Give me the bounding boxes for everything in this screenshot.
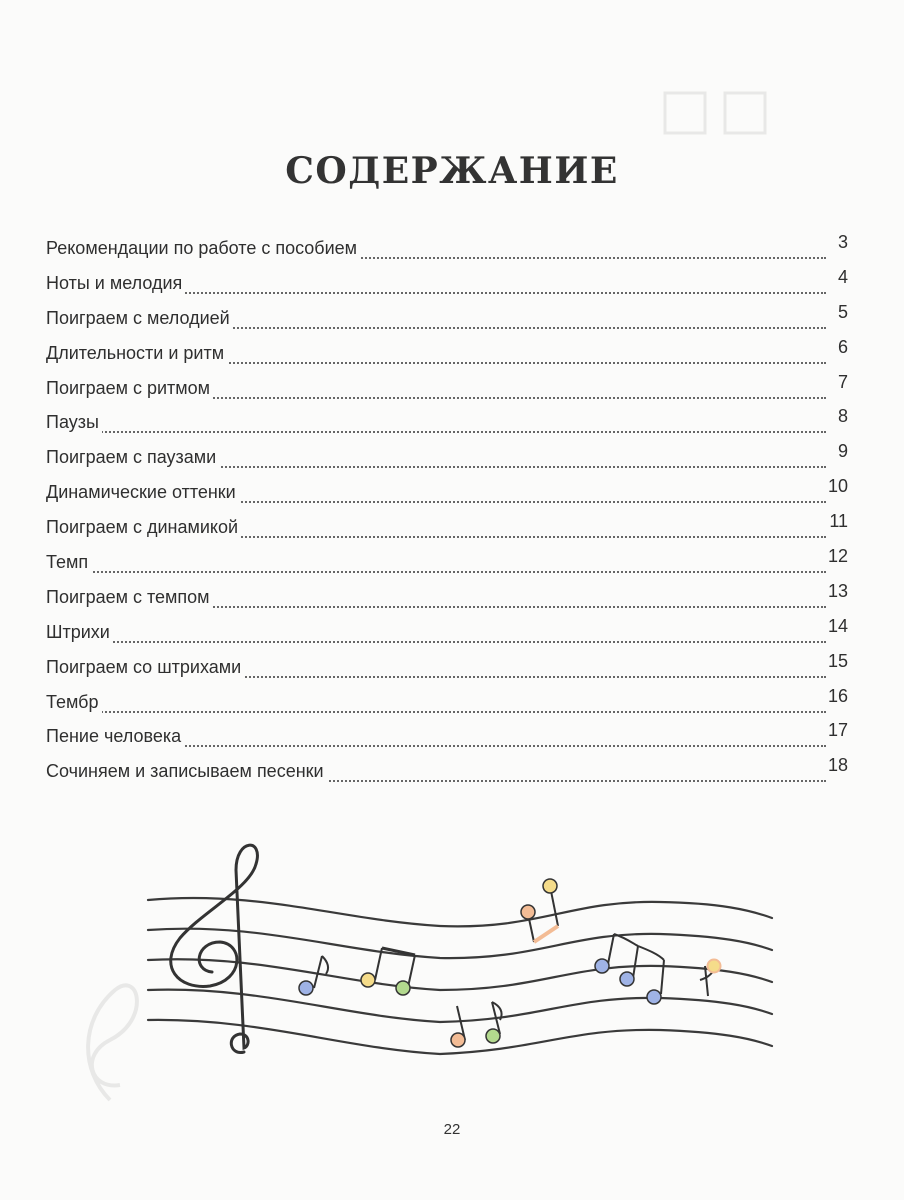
toc-row-label: Длительности и ритм: [46, 343, 227, 364]
page-number: 22: [443, 1121, 461, 1138]
toc-row-page: 5: [837, 301, 848, 322]
toc-row-page: 8: [837, 406, 848, 427]
toc-row[interactable]: [46, 228, 852, 263]
toc-row-label: Тембр: [46, 692, 102, 713]
toc-row[interactable]: [46, 507, 852, 542]
toc-row-page: 10: [827, 476, 848, 497]
toc-row[interactable]: [46, 751, 852, 786]
toc-row-page: 17: [827, 720, 848, 741]
toc-row-page: 13: [827, 580, 848, 601]
toc-row-page: 16: [827, 685, 848, 706]
page-title: СОДЕРЖАНИЕ: [285, 150, 619, 192]
toc-row-label: Рекомендации по работе с пособием: [46, 238, 360, 259]
toc-row-label: Поиграем с динамикой: [46, 517, 241, 538]
table-of-contents: [46, 228, 852, 786]
toc-row-page: 7: [837, 371, 848, 392]
toc-row[interactable]: [46, 682, 852, 717]
toc-row-label: Поиграем с мелодией: [46, 308, 233, 329]
toc-row-page: 14: [827, 615, 848, 636]
dot-leader: [46, 711, 826, 713]
toc-row[interactable]: [46, 298, 852, 333]
beamed-notes-icon: [595, 934, 664, 1004]
toc-row-page: 11: [829, 511, 848, 532]
toc-row-page: 15: [827, 650, 848, 671]
toc-row[interactable]: [46, 577, 852, 612]
beamed-notes-icon: [521, 879, 558, 942]
toc-row-label: Поиграем с темпом: [46, 587, 213, 608]
toc-row[interactable]: [46, 647, 852, 682]
toc-row[interactable]: [46, 472, 852, 507]
toc-row-label: Пение человека: [46, 726, 184, 747]
toc-row-label: Сочиняем и записываем песенки: [46, 761, 327, 782]
beamed-notes-icon: [451, 1002, 502, 1047]
toc-row-page: 18: [827, 755, 848, 776]
dot-leader: [46, 641, 826, 643]
toc-row-label: Поиграем с ритмом: [46, 378, 213, 399]
toc-row-label: Штрихи: [46, 622, 113, 643]
music-note-icon: [700, 960, 721, 997]
bleed-through-staff-icon: [660, 85, 770, 145]
toc-row-page: 12: [827, 546, 848, 567]
toc-row[interactable]: [46, 402, 852, 437]
toc-row-label: Темп: [46, 552, 91, 573]
toc-row-page: 6: [837, 336, 848, 357]
toc-row-label: Паузы: [46, 412, 102, 433]
music-staff-illustration: [140, 830, 780, 1060]
toc-row[interactable]: [46, 716, 852, 751]
dot-leader: [46, 571, 826, 573]
toc-row-label: Поиграем со штрихами: [46, 657, 244, 678]
toc-row[interactable]: [46, 437, 852, 472]
music-notes: [299, 879, 721, 1047]
toc-row[interactable]: [46, 333, 852, 368]
toc-row[interactable]: [46, 612, 852, 647]
toc-row[interactable]: [46, 542, 852, 577]
toc-row[interactable]: [46, 368, 852, 403]
toc-row-page: 3: [837, 232, 848, 252]
toc-row-page: 9: [837, 441, 848, 462]
toc-row[interactable]: [46, 263, 852, 298]
toc-row-label: Ноты и мелодия: [46, 273, 185, 294]
toc-row-label: Поиграем с паузами: [46, 447, 219, 468]
dot-leader: [46, 431, 826, 433]
toc-row-page: 4: [837, 266, 848, 287]
toc-row-label: Динамические оттенки: [46, 482, 239, 503]
